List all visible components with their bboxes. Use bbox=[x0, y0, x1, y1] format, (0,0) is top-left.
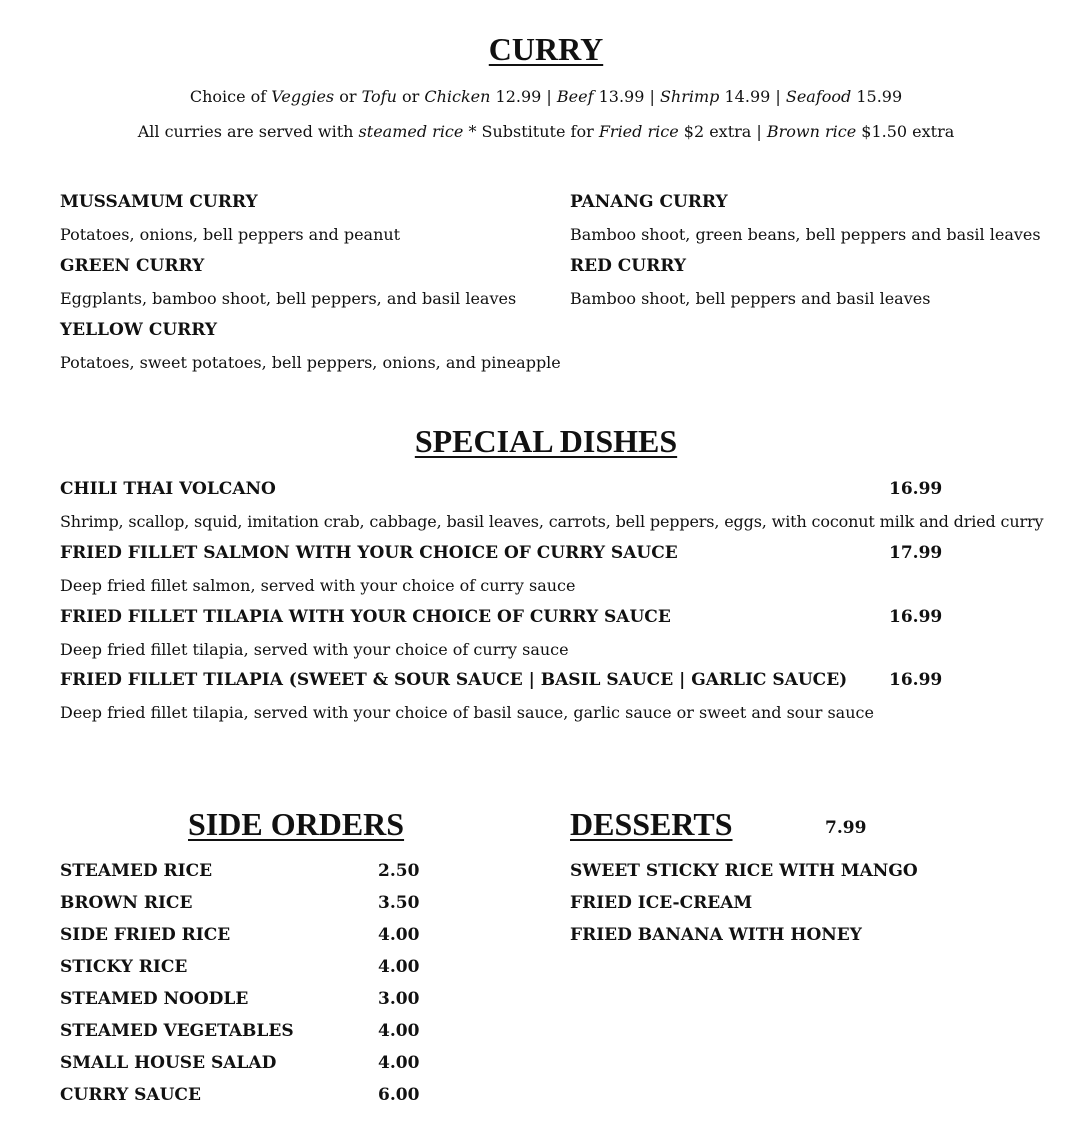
side-orders-title: SIDE ORDERS bbox=[188, 806, 405, 842]
side-item-name: CURRY SAUCE bbox=[60, 1085, 201, 1105]
side-item-name: SIDE FRIED RICE bbox=[60, 925, 231, 945]
special-item-name: FRIED FILLET TILAPIA (SWEET & SOUR SAUCE | BASIL SAUCE | GARLIC SAUCE) bbox=[60, 670, 848, 690]
curry-item-name: PANANG CURRY bbox=[570, 192, 728, 212]
curry-item-name: GREEN CURRY bbox=[60, 256, 205, 276]
curry-item-desc: Potatoes, onions, bell peppers and peanut bbox=[60, 225, 401, 244]
dessert-item-name: FRIED ICE-CREAM bbox=[570, 893, 753, 913]
special-item-price: 16.99 bbox=[889, 479, 943, 499]
curry-item-desc: Potatoes, sweet potatoes, bell peppers, onions, and pineapple bbox=[60, 353, 561, 372]
side-item-price: 4.00 bbox=[378, 925, 420, 945]
curry-item-desc: Eggplants, bamboo shoot, bell peppers, and basil leaves bbox=[60, 289, 517, 308]
special-item-price: 17.99 bbox=[889, 543, 943, 563]
side-item-name: STEAMED NOODLE bbox=[60, 989, 249, 1009]
side-item-price: 6.00 bbox=[378, 1085, 420, 1105]
side-item-price: 4.00 bbox=[378, 957, 420, 977]
special-item-price: 16.99 bbox=[889, 670, 943, 690]
special-item-name: FRIED FILLET TILAPIA WITH YOUR CHOICE OF CURRY SAUCE bbox=[60, 607, 671, 627]
side-item-price: 4.00 bbox=[378, 1021, 420, 1041]
side-item-name: STEAMED RICE bbox=[60, 861, 213, 881]
desserts-price: 7.99 bbox=[825, 818, 867, 838]
special-item-desc: Deep fried fillet tilapia, served with your choice of basil sauce, garlic sauce or sweet and sour sauce bbox=[60, 703, 874, 722]
side-item-name: STEAMED VEGETABLES bbox=[60, 1021, 294, 1041]
side-item-price: 2.50 bbox=[378, 861, 420, 881]
curry-choice-line: Choice of Veggies or Tofu or Chicken 12.99 | Beef 13.99 | Shrimp 14.99 | Seafood 15.99 bbox=[189, 87, 903, 106]
dessert-item-name: FRIED BANANA WITH HONEY bbox=[570, 925, 862, 945]
curry-item-name: YELLOW CURRY bbox=[60, 320, 218, 340]
curry-item-desc: Bamboo shoot, green beans, bell peppers and basil leaves bbox=[570, 225, 1041, 244]
curry-item-name: RED CURRY bbox=[570, 256, 686, 276]
special-dishes-title: SPECIAL DISHES bbox=[414, 423, 678, 459]
dessert-item-name: SWEET STICKY RICE WITH MANGO bbox=[570, 861, 918, 881]
special-item-desc: Shrimp, scallop, squid, imitation crab, cabbage, basil leaves, carrots, bell peppers, eggs, with coconut milk and dried curry bbox=[60, 512, 1044, 531]
side-item-name: BROWN RICE bbox=[60, 893, 193, 913]
special-item-desc: Deep fried fillet tilapia, served with your choice of curry sauce bbox=[60, 640, 569, 659]
side-item-name: STICKY RICE bbox=[60, 957, 188, 977]
curry-title: CURRY bbox=[488, 31, 604, 67]
special-item-desc: Deep fried fillet salmon, served with your choice of curry sauce bbox=[60, 576, 576, 595]
special-item-name: CHILI THAI VOLCANO bbox=[60, 479, 276, 499]
side-item-price: 4.00 bbox=[378, 1053, 420, 1073]
special-item-name: FRIED FILLET SALMON WITH YOUR CHOICE OF CURRY SAUCE bbox=[60, 543, 678, 563]
desserts-title: DESSERTS bbox=[570, 806, 733, 842]
curry-item-desc: Bamboo shoot, bell peppers and basil leaves bbox=[570, 289, 931, 308]
special-item-price: 16.99 bbox=[889, 607, 943, 627]
curry-item-name: MUSSAMUM CURRY bbox=[60, 192, 258, 212]
side-item-price: 3.00 bbox=[378, 989, 420, 1009]
side-item-price: 3.50 bbox=[378, 893, 420, 913]
curry-served-line: All curries are served with steamed rice * Substitute for Fried rice $2 extra | Brown rice $1.50 extra bbox=[137, 122, 955, 141]
side-item-name: SMALL HOUSE SALAD bbox=[60, 1053, 277, 1073]
